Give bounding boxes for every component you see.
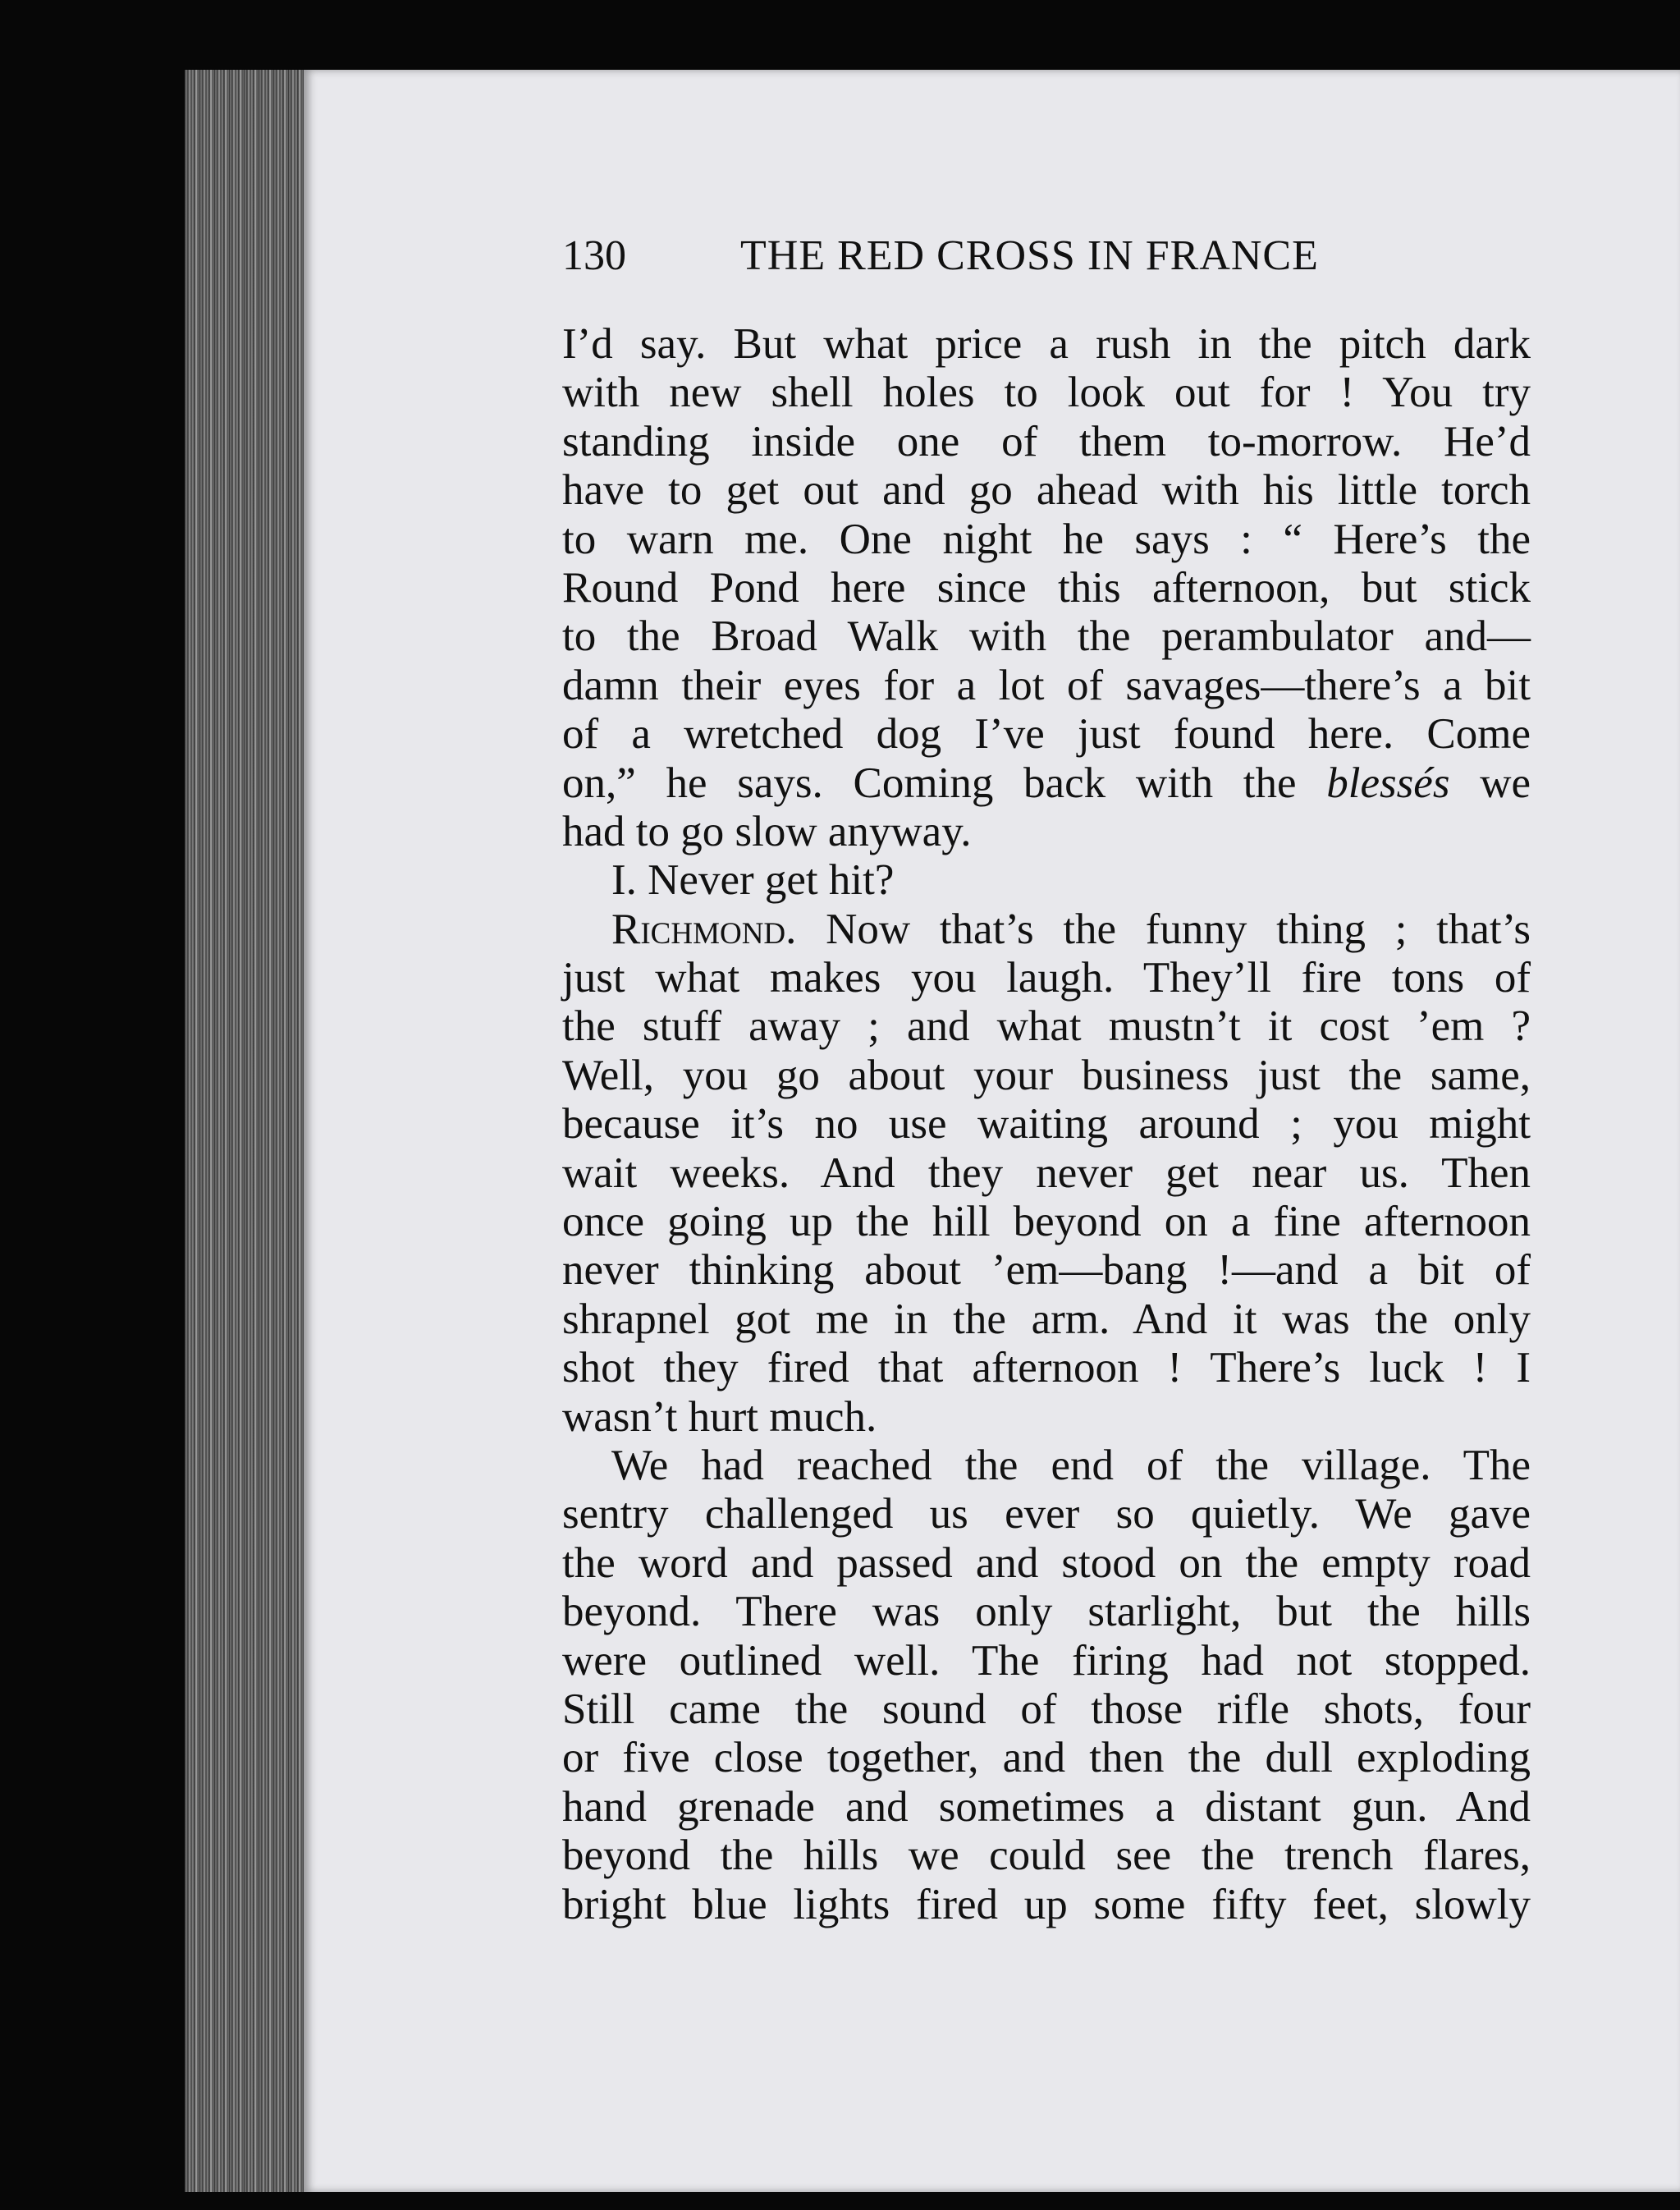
text-line: shot they fired that afternoon ! There’s luck ! I bbox=[562, 1344, 1531, 1392]
body-text bbox=[562, 320, 1531, 1929]
text-line bbox=[562, 759, 1531, 808]
text-line: Round Pond here since this afternoon, but stick bbox=[562, 563, 1531, 612]
text-line: damn their eyes for a lot of savages—there’s a bit bbox=[562, 661, 1531, 709]
text-line: of a wretched dog I’ve just found here. Come bbox=[562, 710, 1531, 759]
running-head: THE RED CROSS IN FRANCE bbox=[740, 232, 1319, 279]
text-line: because it’s no use waiting around ; you might bbox=[562, 1100, 1531, 1149]
text-line: have to get out and go ahead with his little torch bbox=[562, 466, 1531, 515]
text-line: were outlined well. The firing had not stopped. bbox=[562, 1636, 1531, 1685]
italic-word: blessés bbox=[1326, 759, 1450, 807]
text-line: had to go slow anyway. bbox=[562, 807, 972, 855]
text-line: to the Broad Walk with the perambulator and— bbox=[562, 612, 1531, 661]
text-line: I’d say. But what price a rush in the pitch dark bbox=[562, 320, 1531, 368]
text-segment: on,” he says. Coming back with the bbox=[562, 759, 1327, 807]
text-line: the stuff away ; and what mustn’t it cost ’em ? bbox=[562, 1002, 1531, 1051]
text-line: shrapnel got me in the arm. And it was the only bbox=[562, 1295, 1531, 1343]
text-line: never thinking about ’em—bang !—and a bit of bbox=[562, 1246, 1531, 1295]
text-line: Still came the sound of those rifle shots, four bbox=[562, 1685, 1531, 1733]
paragraph-start-line: We had reached the end of the village. The bbox=[611, 1441, 1531, 1489]
text-line: standing inside one of them to-morrow. He’d bbox=[562, 417, 1531, 465]
book-page-edges bbox=[185, 70, 304, 2192]
text-segment: Now that’s the funny thing ; that’s bbox=[796, 905, 1531, 953]
text-line: the word and passed and stood on the empty road bbox=[562, 1538, 1531, 1587]
text-line: beyond. There was only starlight, but the hills bbox=[562, 1588, 1531, 1636]
text-segment: we bbox=[1449, 759, 1531, 807]
text-line: sentry challenged us ever so quietly. We gave bbox=[562, 1490, 1531, 1538]
text-line: once going up the hill beyond on a fine afternoon bbox=[562, 1198, 1531, 1246]
dialogue-line bbox=[562, 906, 1531, 954]
text-line: to warn me. One night he says : “ Here’s the bbox=[562, 515, 1531, 563]
text-line: wait weeks. And they never get near us. Then bbox=[562, 1149, 1531, 1197]
dialogue-line: I. Never get hit? bbox=[611, 856, 895, 905]
speaker-name: Richmond. bbox=[611, 905, 797, 953]
text-line: Well, you go about your business just the same, bbox=[562, 1051, 1531, 1099]
text-line: bright blue lights fired up some fifty feet, slowly bbox=[562, 1880, 1531, 1928]
text-line: beyond the hills we could see the trench flares, bbox=[562, 1832, 1531, 1880]
text-line: with new shell holes to look out for ! You try bbox=[562, 369, 1531, 417]
text-line: wasn’t hurt much. bbox=[562, 1392, 877, 1441]
page-header bbox=[562, 232, 1383, 289]
text-line: or five close together, and then the dull exploding bbox=[562, 1734, 1531, 1782]
text-line: just what makes you laugh. They’ll fire tons of bbox=[562, 954, 1531, 1002]
text-line: hand grenade and sometimes a distant gun. And bbox=[562, 1782, 1531, 1831]
page-number: 130 bbox=[562, 232, 626, 279]
